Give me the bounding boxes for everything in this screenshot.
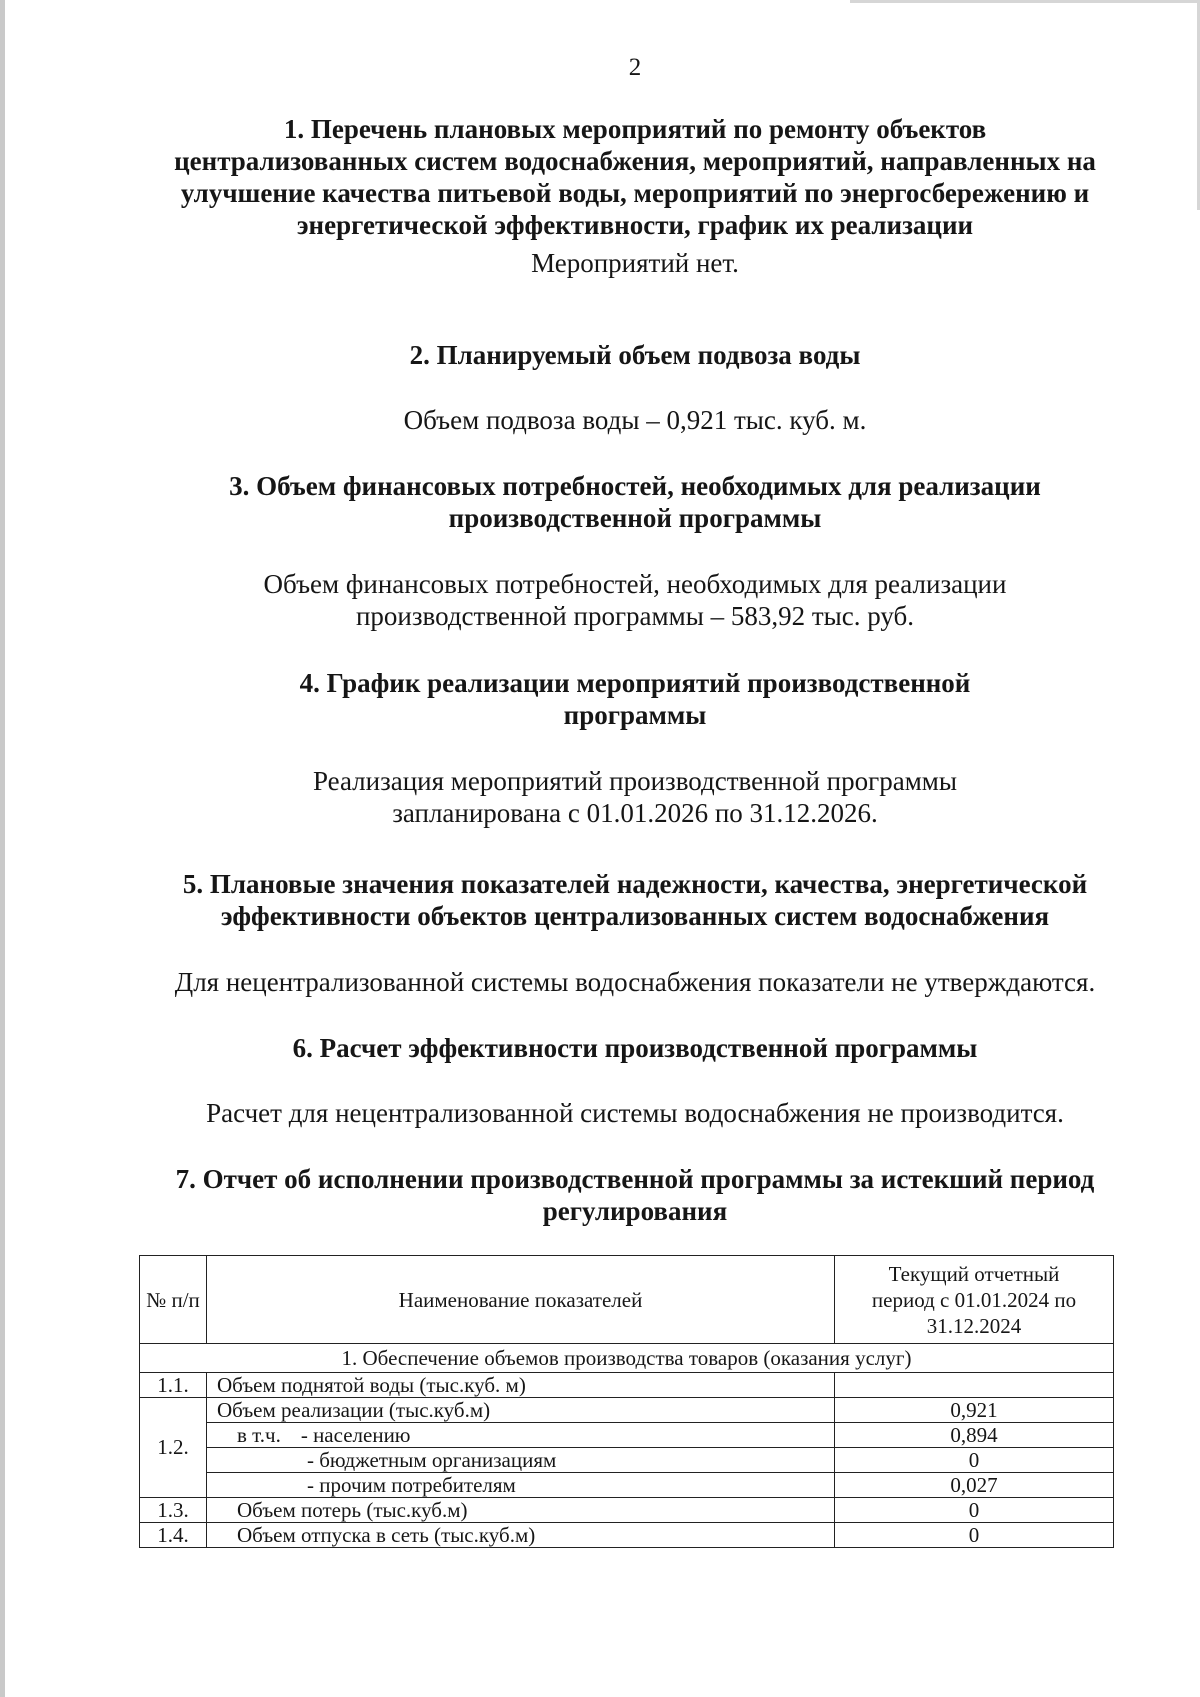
row-name: Объем потерь (тыс.куб.м) [207,1498,835,1523]
section-3-text: Объем финансовых потребностей, необходимых для реализации производственной программы – 583,92 тыс. руб. [263,569,1007,631]
scan-edge-left [0,0,5,1697]
row-name: - бюджетным организациям [207,1448,835,1473]
section-5-heading: 5. Плановые значения показателей надежности, качества, энергетической эффективности объектов централизованных систем водоснабжения [182,869,1088,931]
page-number: 2 [628,54,642,81]
row-name: Объем реализации (тыс.куб.м) [207,1398,835,1423]
section-5-text: Для нецентрализованной системы водоснабжения показатели не утверждаются. [174,967,1096,997]
section-title: 1. Обеспечение объемов производства товаров (оказания услуг) [140,1344,1114,1373]
row-name: Объем отпуска в сеть (тыс.куб.м) [207,1523,835,1548]
table-row [140,1473,1114,1498]
row-num: 1.4. [140,1523,207,1548]
section-2-text: Объем подвоза воды – 0,921 тыс. куб. м. [403,405,867,435]
table-header-row [140,1256,1114,1344]
table-row [140,1398,1114,1423]
section-1-text: Мероприятий нет. [531,248,739,278]
header-value: Текущий отчетный период с 01.01.2024 по 31.12.2024 [835,1256,1114,1344]
header-name: Наименование показателей [207,1256,835,1344]
row-value: 0,027 [835,1473,1114,1498]
row-name: - прочим потребителям [207,1473,835,1498]
section-6-text: Расчет для нецентрализованной системы водоснабжения не производится. [206,1098,1064,1128]
row-value: 0 [835,1498,1114,1523]
row-value [835,1373,1114,1398]
section-6-heading: 6. Расчет эффективности производственной программы [292,1033,978,1063]
row-name: Объем поднятой воды (тыс.куб. м) [207,1373,835,1398]
row-name: в т.ч. - населению [207,1423,835,1448]
section-4-text: Реализация мероприятий производственной программы запланирована с 01.01.2026 по 31.12.2026. [312,766,958,828]
section-3-heading: 3. Объем финансовых потребностей, необходимых для реализации производственной программы [229,471,1041,533]
row-value: 0 [835,1523,1114,1548]
section-2-heading: 2. Планируемый объем подвоза воды [409,340,861,370]
row-num: 1.1. [140,1373,207,1398]
section-4-heading: 4. График реализации мероприятий производственной программы [299,668,971,730]
table-section-row [140,1344,1114,1373]
table-row [140,1498,1114,1523]
row-prefix: в т.ч. [237,1422,281,1447]
row-value: 0 [835,1448,1114,1473]
section-1-heading: 1. Перечень плановых мероприятий по ремонту объектов централизованных систем водоснабжения, мероприятий, направленных на улучшение качества питьевой воды, мероприятий по энергосбережению и энергетической эффективности, график их реализации [174,114,1096,240]
header-num: № п/п [140,1256,207,1344]
table-row [140,1423,1114,1448]
table-row [140,1523,1114,1548]
row-value: 0,894 [835,1423,1114,1448]
row-num: 1.2. [140,1398,207,1498]
scan-edge-top [850,0,1200,3]
section-7-heading: 7. Отчет об исполнении производственной программы за истекший период регулирования [175,1164,1095,1226]
table-row [140,1448,1114,1473]
table-row [140,1373,1114,1398]
report-table [139,1255,1114,1548]
row-value: 0,921 [835,1398,1114,1423]
row-num: 1.3. [140,1498,207,1523]
